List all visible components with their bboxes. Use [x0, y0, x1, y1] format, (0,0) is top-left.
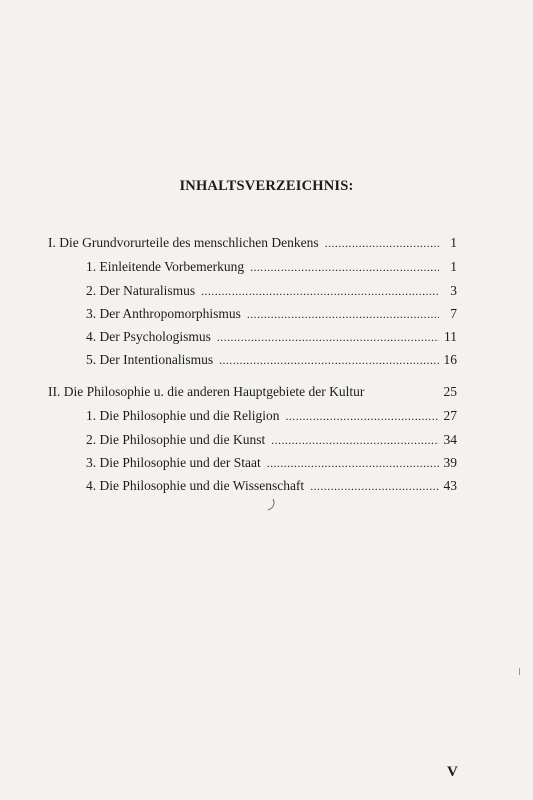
- toc-section-label: 2. Die Philosophie und die Kunst: [86, 432, 266, 447]
- toc-section-2-1: [86, 408, 457, 424]
- toc-section-label: 2. Der Naturalismus: [86, 283, 196, 298]
- toc-section-2-2: [86, 432, 457, 448]
- toc-section-1-4: [86, 329, 457, 345]
- dot-leader: [250, 259, 439, 275]
- toc-page-number: 11: [444, 329, 457, 344]
- toc-page-number: 16: [443, 352, 457, 367]
- toc-page-number: 7: [450, 306, 457, 321]
- toc-page-number: 1: [450, 259, 457, 274]
- toc-section-1-3: [86, 306, 457, 322]
- page-number: V: [447, 764, 458, 780]
- toc-chapter-2: [48, 384, 457, 400]
- toc-section-label: 1. Die Philosophie und die Religion: [86, 408, 280, 423]
- dot-leader: [217, 329, 439, 345]
- toc-chapter-label: II. Die Philosophie u. die anderen Hauptgebiete der Kultur: [48, 384, 365, 399]
- toc-section-1-5: [86, 352, 457, 368]
- toc-page-number: 1: [450, 235, 457, 250]
- toc-page-number: 25: [443, 384, 457, 399]
- dot-leader: [286, 408, 440, 424]
- pencil-mark: [266, 498, 276, 512]
- toc-page-number: 27: [443, 408, 457, 423]
- dot-leader: [201, 283, 439, 299]
- toc-page-number: 3: [450, 283, 457, 298]
- toc-section-1-1: [86, 259, 457, 275]
- toc-section-label: 1. Einleitende Vorbemerkung: [86, 259, 245, 274]
- toc-section-label: 5. Der Intentionalismus: [86, 352, 214, 367]
- toc-page-number: 39: [443, 455, 457, 470]
- toc-section-label: 3. Die Philosophie und der Staat: [86, 455, 261, 470]
- toc-chapter-label: I. Die Grundvorurteile des menschlichen Denkens: [48, 235, 319, 250]
- dot-leader: [310, 478, 439, 494]
- toc-section-label: 4. Der Psychologismus: [86, 329, 211, 344]
- dot-leader: [247, 306, 439, 322]
- toc-section-label: 3. Der Anthropomorphismus: [86, 306, 241, 321]
- toc-section-1-2: [86, 283, 457, 299]
- toc-section-2-4: [86, 478, 457, 494]
- dot-leader: [271, 432, 439, 448]
- toc-chapter-1: [48, 235, 457, 251]
- toc-page-number: 43: [443, 478, 457, 493]
- toc-section-label: 4. Die Philosophie und die Wissenschaft: [86, 478, 305, 493]
- toc-section-2-3: [86, 455, 457, 471]
- toc-title: INHALTSVERZEICHNIS:: [179, 178, 354, 194]
- paper-speck: [519, 668, 520, 675]
- toc-page-number: 34: [443, 432, 457, 447]
- dot-leader: [219, 352, 439, 368]
- dot-leader: [325, 235, 439, 251]
- dot-leader: [267, 455, 439, 471]
